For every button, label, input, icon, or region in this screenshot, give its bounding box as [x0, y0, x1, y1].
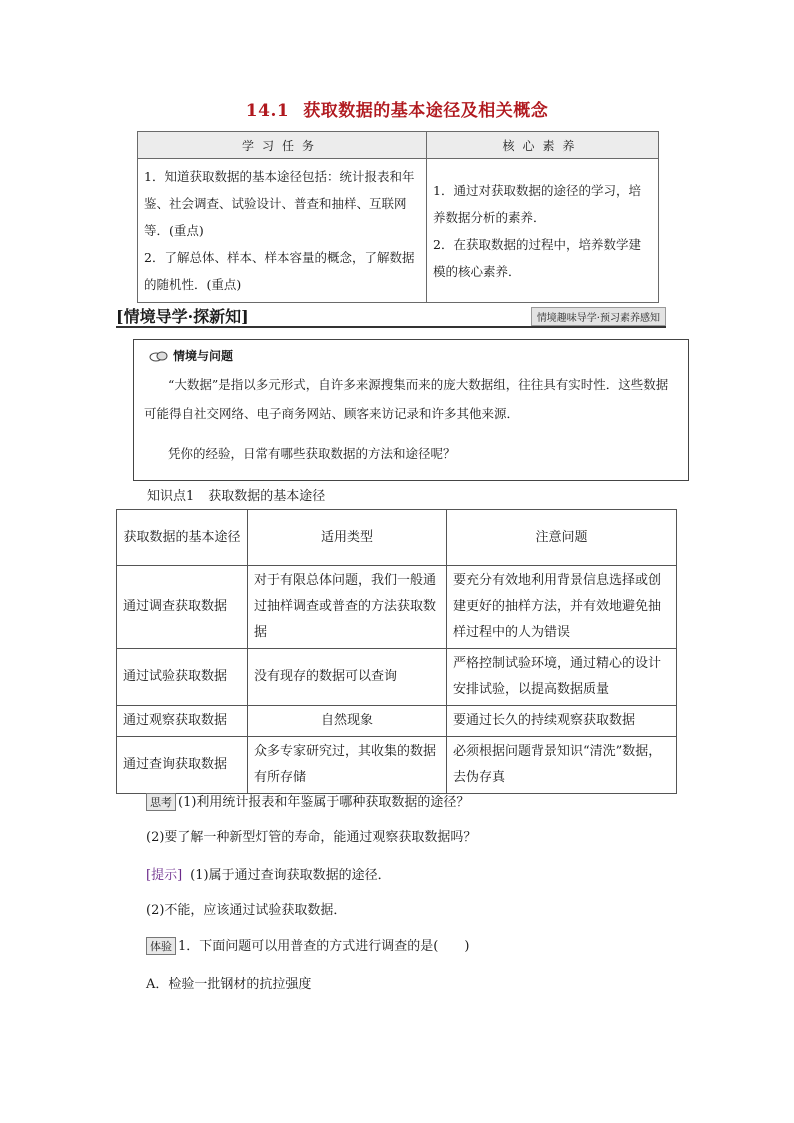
type-cell: 对于有限总体问题，我们一般通过抽样调查或普查的方法获取数据 [248, 566, 447, 649]
scenario-heading-text: 情境与问题 [173, 349, 234, 363]
way-cell: 通过查询获取数据 [117, 737, 248, 794]
ways-table [116, 509, 677, 794]
knowledge-point [147, 485, 325, 504]
practice-badge: 体验 [146, 937, 176, 955]
hint-a1: (1)属于通过查询获取数据的途径． [190, 868, 391, 883]
practice-q [146, 935, 469, 955]
think-q1 [146, 791, 469, 811]
scenario-para-1: “大数据”是指以多元形式，自许多来源搜集而来的庞大数据组，往往具有实时性．这些数据可能得自社交网络、电子商务网站、顾客来访记录和许多其他来源． [144, 377, 669, 421]
cores-cell [427, 159, 659, 303]
think-q2: (2)要了解一种新型灯管的寿命，能通过观察获取数据吗？ [146, 830, 477, 845]
note-cell: 要通过长久的持续观察获取数据 [447, 706, 677, 737]
cloud-icon [148, 350, 170, 362]
table-row [117, 737, 677, 794]
type-cell: 众多专家研究过，其收集的数据有所存储 [248, 737, 447, 794]
header-core: 核心素养 [427, 132, 659, 159]
section-header [116, 304, 666, 328]
knowledge-point-text: 获取数据的基本途径 [208, 489, 326, 504]
knowledge-point-label: 知识点1 [147, 489, 195, 504]
practice-q-text: 1．下面问题可以用普查的方式进行调查的是( ) [178, 939, 470, 954]
table-row [117, 649, 677, 706]
way-cell: 通过调查获取数据 [117, 566, 248, 649]
header-task: 学习任务 [138, 132, 427, 159]
title-number: 14.1 [245, 101, 290, 121]
think-a2: (2)不能，应该通过试验获取数据． [146, 903, 347, 918]
task-item: 1．知道获取数据的基本途径包括：统计报表和年鉴、社会调查、试验设计、普查和抽样、互联网等．(重点) [144, 169, 415, 238]
ways-header-type: 适用类型 [248, 510, 447, 566]
think-hint [146, 864, 391, 883]
core-item: 1．通过对获取数据的途径的学习，培养数据分析的素养． [433, 182, 641, 225]
core-item: 2．在获取数据的过程中，培养数学建模的核心素养． [433, 236, 641, 279]
table-row [117, 566, 677, 649]
task-item: 2．了解总体、样本、样本容量的概念，了解数据的随机性．(重点) [144, 250, 415, 292]
ways-header-way: 获取数据的基本途径 [117, 510, 248, 566]
practice-option-a: A．检验一批钢材的抗拉强度 [146, 977, 312, 992]
scenario-para-2: 凭你的经验，日常有哪些获取数据的方法和途径呢？ [168, 446, 456, 461]
title-text: 获取数据的基本途径及相关概念 [303, 101, 549, 121]
way-cell: 通过观察获取数据 [117, 706, 248, 737]
table-row [117, 706, 677, 737]
type-cell: 没有现存的数据可以查询 [248, 649, 447, 706]
ways-header-note: 注意问题 [447, 510, 677, 566]
page-title [0, 96, 794, 121]
scenario-box [133, 339, 689, 481]
section-title: [情境导学·探新知] [116, 307, 249, 326]
hint-label: [提示] [146, 868, 183, 883]
section-tag: 情境趣味导学·预习素养感知 [531, 307, 666, 326]
note-cell: 严格控制试验环境，通过精心的设计安排试验，以提高数据质量 [447, 649, 677, 706]
objectives-table [137, 131, 659, 303]
scenario-heading [148, 347, 233, 364]
note-cell: 必须根据问题背景知识“清洗”数据，去伪存真 [447, 737, 677, 794]
think-q1-text: (1)利用统计报表和年鉴属于哪种获取数据的途径？ [178, 795, 470, 810]
note-cell: 要充分有效地利用背景信息选择或创建更好的抽样方法，并有效地避免抽样过程中的人为错误 [447, 566, 677, 649]
think-badge: 思考 [146, 793, 176, 811]
way-cell: 通过试验获取数据 [117, 649, 248, 706]
tasks-cell [138, 159, 427, 303]
type-cell: 自然现象 [248, 706, 447, 737]
